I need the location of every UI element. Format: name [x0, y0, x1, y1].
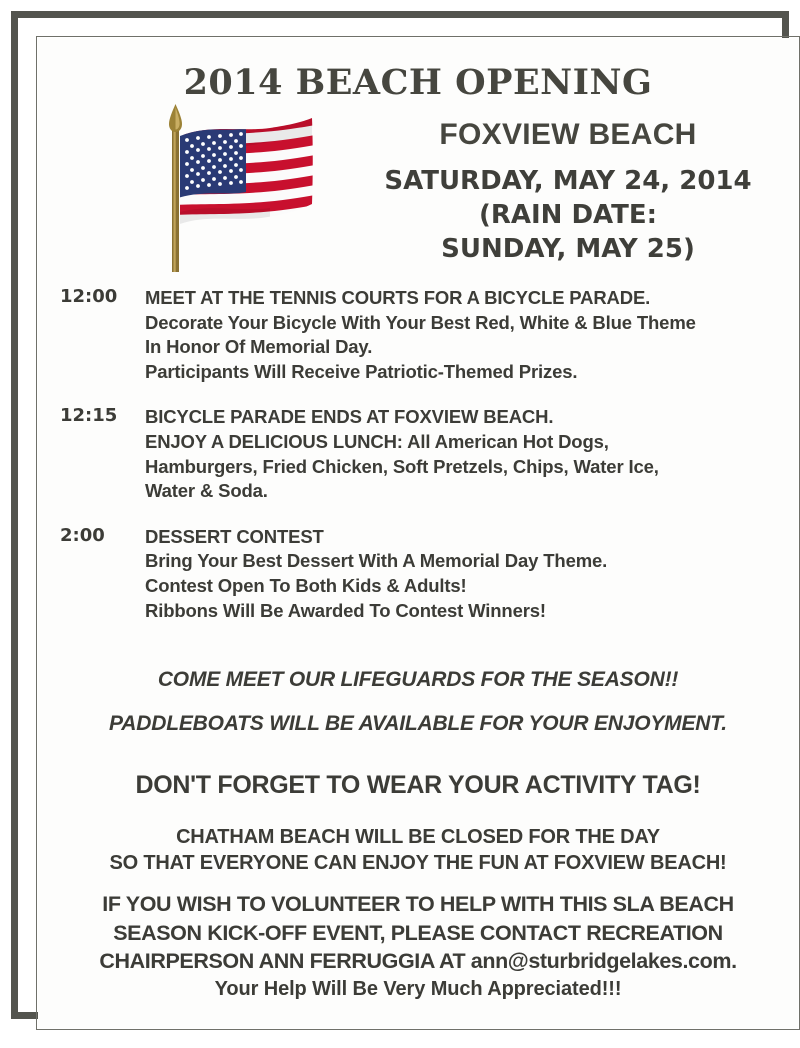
- schedule-line: Bring Your Best Dessert With A Memorial Day Theme.: [145, 550, 608, 572]
- schedule-list: [38, 286, 798, 644]
- header-text-block: [338, 118, 798, 266]
- beach-closure-notice: [38, 824, 798, 877]
- schedule-item: [38, 286, 798, 384]
- schedule-line: Ribbons Will Be Awarded To Contest Winners!: [145, 599, 546, 621]
- event-date-line-2: (RAIN DATE:: [478, 199, 658, 230]
- schedule-description: [145, 525, 798, 623]
- schedule-item: [38, 405, 798, 503]
- schedule-time: 12:15: [60, 405, 118, 427]
- volunteer-contact-email-line: CHAIRPERSON ANN FERRUGGIA AT ann@sturbridgelakes.com.: [99, 949, 737, 974]
- schedule-line: Participants Will Receive Patriotic-Themed Prizes.: [145, 360, 578, 382]
- volunteer-contact-block: [38, 890, 798, 1002]
- schedule-line: MEET AT THE TENNIS COURTS FOR A BICYCLE PARADE.: [145, 287, 651, 308]
- flyer-sheet: [38, 38, 798, 1028]
- event-date-line-3: SUNDAY, MAY 25): [441, 233, 695, 264]
- schedule-line: BICYCLE PARADE ENDS AT FOXVIEW BEACH.: [145, 406, 554, 428]
- schedule-line: Decorate Your Bicycle With Your Best Red, White & Blue Theme: [145, 311, 696, 333]
- schedule-description: [145, 405, 798, 503]
- event-date-line-1: SATURDAY, MAY 24, 2014: [384, 166, 752, 196]
- closure-line: CHATHAM BEACH WILL BE CLOSED FOR THE DAY: [176, 826, 660, 848]
- schedule-line: Hamburgers, Fried Chicken, Soft Pretzels, Chips, Water Ice,: [145, 455, 659, 477]
- lifeguards-announcement: COME MEET OUR LIFEGUARDS FOR THE SEASON!!: [157, 668, 679, 691]
- schedule-line: In Honor Of Memorial Day.: [145, 336, 373, 358]
- scan-border-frame: [11, 11, 789, 1019]
- volunteer-line: IF YOU WISH TO VOLUNTEER TO HELP WITH THIS SLA BEACH: [102, 892, 734, 916]
- venue-name: FOXVIEW BEACH: [439, 118, 697, 151]
- appreciation-line: Your Help Will Be Very Much Appreciated!!!: [214, 977, 622, 1000]
- volunteer-line: SEASON KICK-OFF EVENT, PLEASE CONTACT RECREATION: [113, 920, 723, 945]
- closure-line: SO THAT EVERYONE CAN ENJOY THE FUN AT FOXVIEW BEACH!: [109, 852, 727, 875]
- schedule-description: [145, 286, 798, 384]
- schedule-line: Water & Soda.: [145, 480, 268, 502]
- paddleboats-announcement: PADDLEBOATS WILL BE AVAILABLE FOR YOUR ENJOYMENT.: [109, 712, 727, 735]
- activity-tag-reminder: DON'T FORGET TO WEAR YOUR ACTIVITY TAG!: [135, 771, 701, 799]
- page-title: 2014 BEACH OPENING: [183, 62, 653, 103]
- schedule-line: Contest Open To Both Kids & Adults!: [145, 574, 467, 596]
- schedule-line: DESSERT CONTEST: [145, 525, 324, 547]
- us-flag-image: [150, 100, 320, 275]
- schedule-line: ENJOY A DELICIOUS LUNCH: All American Hot Dogs,: [145, 430, 609, 452]
- schedule-time: 12:00: [60, 286, 118, 307]
- schedule-time: 2:00: [60, 524, 105, 546]
- schedule-item: [38, 525, 798, 623]
